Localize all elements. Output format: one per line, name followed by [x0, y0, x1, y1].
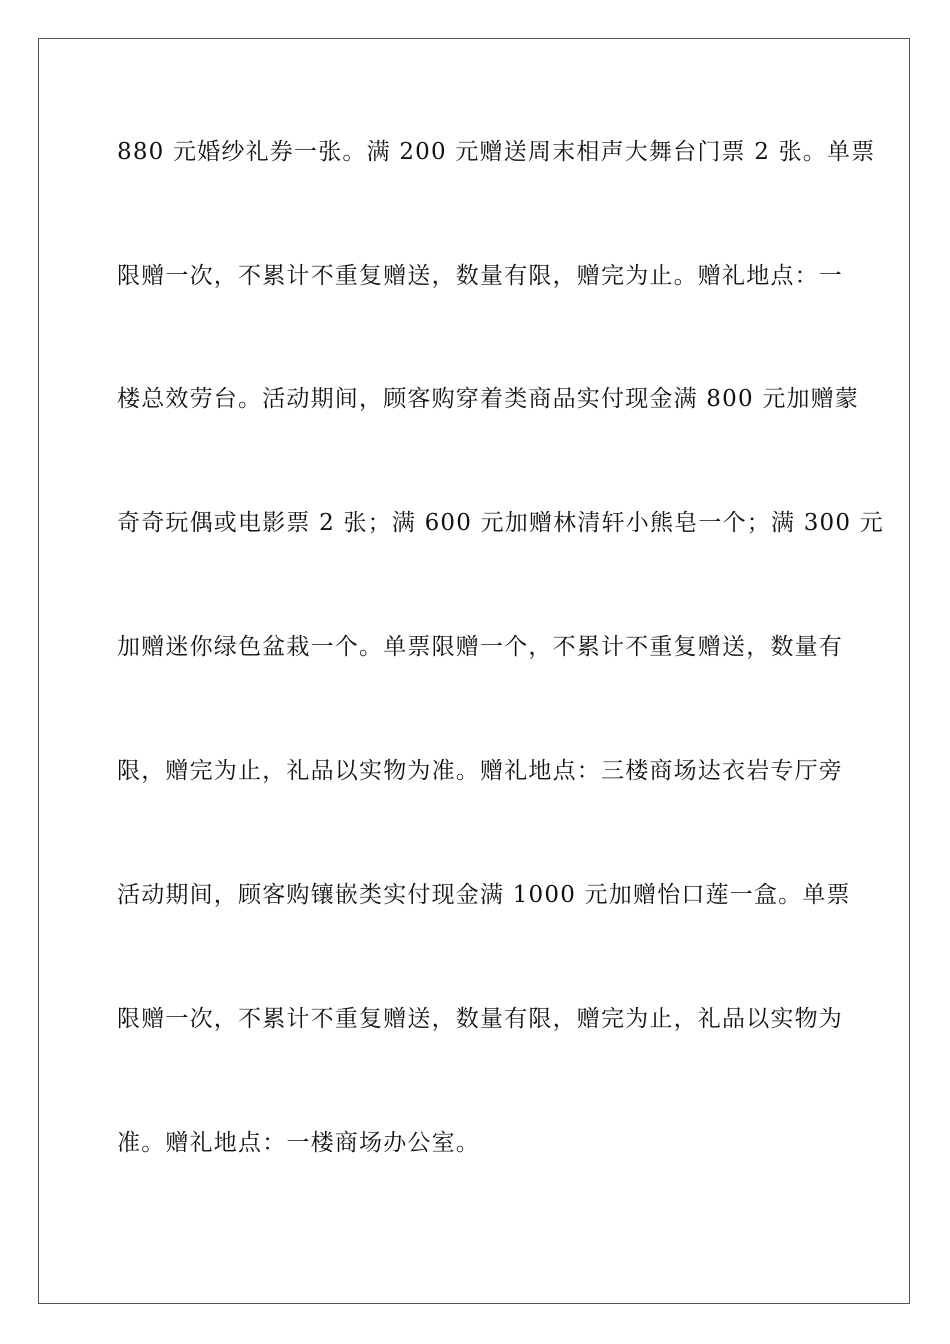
text-line-8: 限赠一次，不累计不重复赠送，数量有限，赠完为止，礼品以实物为 [117, 1006, 843, 1032]
text-line-7: 活动期间，顾客购镶嵌类实付现金满 1000 元加赠怡口莲一盒。单票 [117, 882, 851, 908]
text-line-1: 880 元婚纱礼券一张。满 200 元赠送周末相声大舞台门票 2 张。单票 [117, 139, 876, 165]
text-line-5: 加赠迷你绿色盆栽一个。单票限赠一个，不累计不重复赠送，数量有 [117, 634, 843, 660]
page-border [38, 38, 910, 1304]
text-line-6: 限，赠完为止，礼品以实物为准。赠礼地点：三楼商场达衣岩专厅旁 [117, 758, 843, 784]
text-line-2: 限赠一次，不累计不重复赠送，数量有限，赠完为止。赠礼地点：一 [117, 263, 843, 289]
text-line-4: 奇奇玩偶或电影票 2 张；满 600 元加赠林清轩小熊皂一个；满 300 元 [117, 510, 884, 536]
text-line-3: 楼总效劳台。活动期间，顾客购穿着类商品实付现金满 800 元加赠蒙 [117, 386, 860, 412]
text-line-9: 准。赠礼地点：一楼商场办公室。 [117, 1130, 480, 1156]
